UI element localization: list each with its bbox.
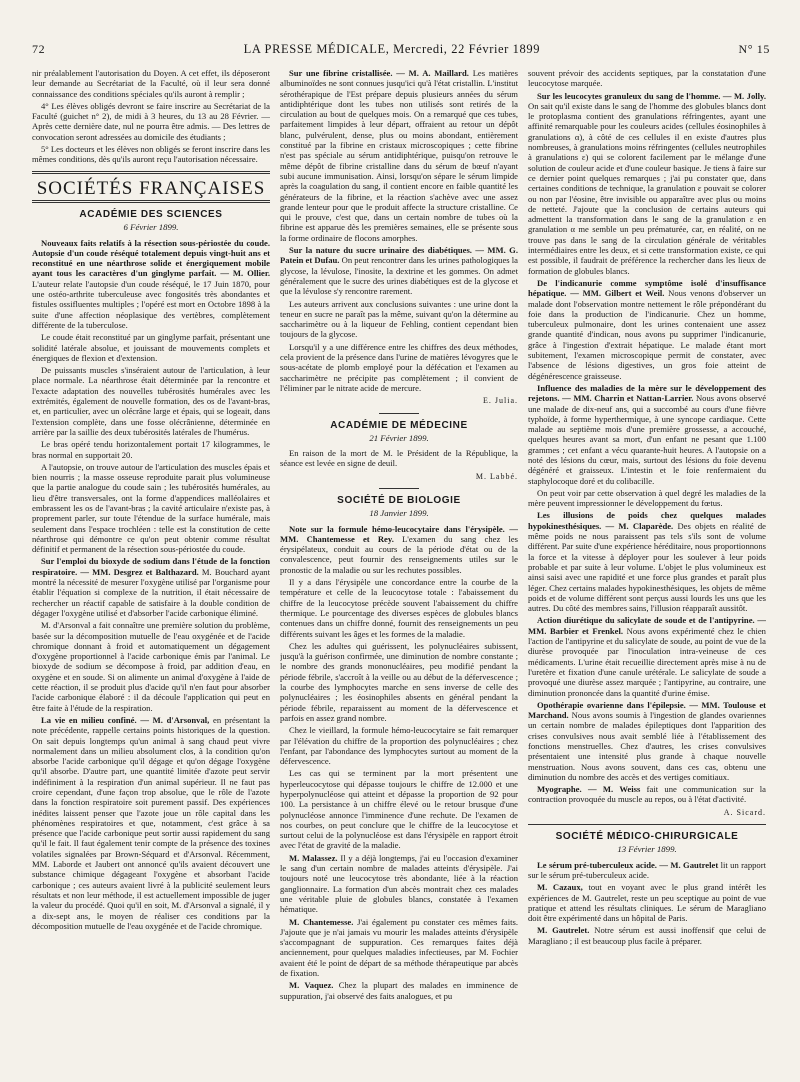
article-title: Myographe. — [537, 784, 582, 795]
paragraph: M. d'Arsonval a fait connaître une première solution du problème, basée sur la décomposition mutuelle de l'eau oxygénée et de l'acide chromique donnant à froid et automatiquement un dégagement d'oxygène proportionnel à l'acide carbonique émis par l'animal. Le bioxyde de sodium se décompose à froid, par addition d'eau, en oxygène et en soude. Si on alimente un animal d'oxygène à l'aide de cette réaction, il se produit plus d'acide qu'il n'en faut pour absorber l'acide carbonique élaboré : il da découle l'application qui peut en être faite à l'étude de la respiration. — [32, 620, 270, 713]
article-title: Sur l'emploi du bioxyde de sodium dans l'étude de la fonction respiratoire. — [32, 556, 270, 577]
article-text: lit un rapport sur le sérum pré-tuberculeux acide. — [528, 859, 766, 880]
article-title: De l'indicanurie comme symptôme isolé d'insuffisance hépatique. — [528, 277, 766, 299]
article — [528, 615, 766, 697]
signature: A. Sicard. — [723, 807, 766, 817]
paragraph: 5° Les docteurs et les élèves non obligés se feront inscrire dans les mêmes conditions, dès qu'ils auront reçu l'autorisation nécessaire. — [32, 144, 270, 165]
article-author: — M. Weiss — [587, 784, 641, 795]
session-date: 18 Janvier 1899. — [369, 508, 429, 519]
article-text: M. Bouchard ayant montré la nécessité de mesurer l'oxygène utilisé par l'organisme pour établir l'équation si complexe de la nutrition, il était nécessaire de rechercher un réactif capable de satisfaire à la double condition de dégager l'oxygène utilisé et d'absorber l'acide carbonique éliminé. — [32, 566, 270, 618]
article-title: Les illusions de poids chez quelques malades hypokinesthésiques. — [528, 510, 766, 531]
article-title: Sur la nature du sucre urinaire des diabétiques. — [289, 245, 472, 256]
article-text: fait une communication sur la contraction provoquée du muscle au repos, ou à l'état d'activité. — [528, 784, 766, 805]
article-title: Nouveaux faits relatifs à la résection sous-périostée du coude. Autopsie d'un coude réséqué totalement depuis vingt-huit ans et reconstitué en une néarthrose solide et énergiquement mobile ayant tous les caractères d'un ginglyme parfait. — [32, 237, 270, 279]
comment-text: tout en voyant avec le plus grand intérêt les expériences de M. Gautrelet, reste un peu sceptique au point de vue pratique et attend les résultats cliniques. Le sérum de Maragliano doit être expérimenté dans un hôpital de Paris. — [528, 882, 766, 924]
comment-author: M. Cazaux, — [537, 882, 583, 893]
society-title: SOCIÉTÉ DE BIOLOGIE — [337, 494, 461, 506]
comment-text: Il y a déjà longtemps, j'ai eu l'occasion d'examiner le sang d'un certain nombre de malades atteints d'érysipèle. J'ai toujours noté une leucocytose très abondante, liée à la réaction ganglionnaire. La formation d'un abcès montrait chez ces malades une véritable pluie de globules blancs, constatée à l'examen hématique. — [280, 852, 518, 915]
society-title: ACADÉMIE DES SCIENCES — [79, 208, 223, 220]
article-title: Action diurétique du salicylate de soude et de l'antipyrine. — [537, 615, 755, 626]
divider — [32, 200, 270, 203]
session-date: 6 Février 1899. — [123, 222, 179, 233]
article — [528, 278, 766, 381]
article-text: Nous avons expérimenté chez le chien l'action de l'antipyrine et du salicylate de soude, au point de vue de la diurèse provoquée par l'inoculation intra-veineuse de ces médicaments. L'urine était recueillie directement après mise à nu de l'uretère et fixation d'une canule urétérale. Le salicylate de soude a provoqué une diurèse assez marquée ; l'antipyrine, au contraire, une diminution prononcée dans la quantité d'urine émise. — [528, 625, 766, 698]
comment-author: M. Vaquez. — [289, 980, 334, 991]
paragraph: 4° Les élèves obligés devront se faire inscrire au Secrétariat de la Faculté (guichet n° 2), de midi à 3 heures, du 13 au 28 Février. — Après cette dernière date, nul ne pourra être admis. — Des lettres de convocation seront adressées au domicile des étudiants ; — [32, 100, 270, 142]
comment — [280, 853, 518, 915]
session-date: 21 Février 1899. — [369, 432, 429, 443]
paragraph: Il y a dans l'érysipèle une concordance entre la courbe de la température et celle de la leucocytose totale : l'abaissement du chiffre de la leucocytose précède souvent l'abaissement du chiffre thermique. Le pourcentage des diverses espèces de globules blancs contenues dans un chiffre donné, fournit des renseignements un peu différents suivant les âges et les formes de la maladie. — [280, 577, 518, 639]
article-author: — M. Jolly. — [722, 90, 766, 101]
article-text: On peut rencontrer dans les urines pathologiques la glycose, la lévulose, l'inosite, la dextrine et les gommes. On admet généralement que le sucre des urines diabétiques est de la glycose et que la lévulose s'y rencontre rarement. — [280, 255, 518, 297]
paragraph: En raison de la mort de M. le Président de la République, la séance est levée en signe de deuil. — [280, 448, 518, 469]
column-1 — [32, 68, 270, 1068]
article-author: — M. Claparède. — [605, 520, 674, 531]
article-text: L'auteur relate l'autopsie d'un coude réséqué, le 17 Juin 1870, pour une ostéo-arthrite tuberculeuse avec fongosités très abondantes et fistules ossifluentes multiples ; l'opéré est mort en Octobre 1898 à la suite d'une affection néoplasique des vertèbres, complètement différente de la tuberculose. — [32, 278, 270, 330]
article-author: — MM. G. Patein et Dufau. — [280, 245, 518, 266]
issue-number: N° 15 — [738, 42, 770, 56]
paragraph: Chez le vieillard, la formule hémo-leucocytaire se fait remarquer par l'élévation du chiffre de la proportion des polynucléaires ; chez l'enfant, par l'abondance des lymphocytes surtout au moment de la défervescence. — [280, 725, 518, 767]
article — [280, 68, 518, 243]
article-author: — MM. Barbier et Frenkel. — [528, 615, 766, 636]
comment — [280, 980, 518, 1001]
divider — [379, 488, 419, 489]
divider — [379, 413, 419, 414]
article-text: Les matières albuminoïdes ne sont connues jusqu'ici qu'à l'état cristallin. L'institut sérothérapique de l'Est prépare depuis plusieurs années du sérum antidiphtérique dont les tubes non utilisés sont retirés de la circulation au bout de quelques mois. On a remarqué que ces tubes, parfaitement limpides à leur départ, offraient au retour un dépôt blanc, pulvérulent, dense, plus ou moins abondant, entièrement constitué par la fibrine en cristaux microscopiques ; cette fibrine n'est pas spéciale au sérum antidiphtérique, puisqu'on retrouve le même dépôt de fibrine cristalline dans du sérum de bœuf n'ayant subi aucune immunisation. Ainsi, lorsqu'on sépare le sérum limpide après la coagulation du sang, il contient encore en faible quantité les générateurs de la fibrine, et la réaction s'achève avec une assez grande lenteur pour que le produit affecte la structure cristalline. Ce qui le prouve, c'est que, dans un certain nombre de tubes où la fibrine est apparue dès les premières semaines, elle se présente sous la forme ordinaire de flocons amorphes. — [280, 68, 518, 243]
paragraph: Lorsqu'il y a une différence entre les chiffres des deux méthodes, cela provient de la présence dans l'urine de matières lévogyres que le sous-acétate de plomb employé pour la défécation et l'examen au saccharimètre ne précipite pas complètement ; il convient de l'éliminer par le nitrate acide de mercure. — [280, 341, 518, 393]
paragraph: De puissants muscles s'inséraient autour de l'articulation, à leur place normale. La néarthrose était déterminée par la rencontre et l'exacte adaptation des nouvelles tubérosités humérales avec les extrémités, également de nouvelle formation, des os de l'avant-bras, et, en particulier, avec un olécrâne large et épais, qui se logeait, dans l'extension complète, dans une fosse olécrânienne, déterminée en arrière par la saillie des deux tubérosités latérales de l'humérus. — [32, 365, 270, 437]
page-header — [32, 42, 770, 60]
article-author: — MM. Desgrez et Balthazard. — [80, 566, 199, 577]
article — [528, 510, 766, 613]
article-title: Sur une fibrine cristallisée. — [289, 68, 393, 78]
comment-author: M. Chantemesse. — [289, 916, 354, 927]
article — [528, 700, 766, 782]
section-heading: SOCIÉTÉS FRANÇAISES — [36, 177, 266, 199]
article — [528, 383, 766, 486]
paragraph: On peut voir par cette observation à quel degré les maladies de la mère peuvent impressionner le développement du fœtus. — [528, 487, 766, 509]
comment-author: M. Malassez. — [289, 852, 338, 863]
comment — [280, 917, 518, 979]
article — [32, 715, 270, 931]
column-2 — [280, 68, 518, 1068]
article-author: — M. Ollier. — [220, 268, 270, 279]
paragraph: Les cas qui se terminent par la mort présentent une hyperleucocytose qui dépasse toujours le chiffre de 12.000 et une hyperpolynucléose qui atteint et dépasse la proportion de 92 pour 100. La persistance à un chiffre élevé ou le retour brusque d'une polynucléose annonce l'imminence d'une rechute. De l'examen de nos courbes, on peut conclure que le chiffre de la leucocytose et surtout celui de la polynucléose est dans l'érysipèle en rapport étroit avec l'état de gravité de la maladie. — [280, 768, 518, 851]
society-title: ACADÉMIE DE MÉDECINE — [330, 419, 468, 431]
article — [32, 556, 270, 618]
article-author: — MM. Gilbert et Weil. — [570, 288, 665, 299]
article-author: — M. d'Arsonval, — [140, 714, 210, 725]
divider — [32, 171, 270, 174]
article-title: Opothérapie ovarienne dans l'épilepsie. — [537, 699, 686, 710]
article-title: Influence des maladies de la mère sur le développement des rejetons. — [528, 382, 766, 404]
session-date: 13 Février 1899. — [617, 844, 677, 855]
comment — [528, 882, 766, 923]
paragraph: Les auteurs arrivent aux conclusions suivantes : une urine dont la teneur en sucre ne paraît pas la même, suivant qu'on la détermine au saccharimètre ou à la liqueur de Fehling, contient cependant bien toujours de la glycose. — [280, 298, 518, 340]
article-text: On sait qu'il existe dans le sang de l'homme des globules blancs dont le protoplasma contient des granulations réfringentes, ayant une affinité remarquable pour les couleurs acides (cellules éosinophiles à granulations α), à côté de ces cellules il en existe d'autres plus nombreuses, à granulations moins réfringentes (cellules neutrophiles à granulations ε) qui se colorent facilement par le mélange d'une solution de couleur acide et d'une couleur basique. Je tiens à faire sur ce dernier point quelques remarques ; j'ai pu constater que, dans certaines conditions de technique, la granulation ε pouvait se colorer ou non par l'éosine, être invisible ou apparaître avec plus ou moins de netteté. J'ajoute que la conclusion de certains auteurs qui admettent la transformation dans le sang de la granulation ε en granulation α me semble un peu prématurée, car, en réalité, on ne trouve pas dans le sang de la circulation générale de véritables intermédiaires entre les deux, et si cette transformation existe, ce qui est possible, il faudrait de préférence la rechercher dans les lieux de formation de globules blancs. — [528, 100, 766, 276]
article-author: — MM. Charrin et Nattan-Larrier. — [562, 393, 694, 404]
signature: E. Julia. — [483, 396, 518, 406]
comment-text: Chez la plupart des malades en imminence de suppuration, j'ai observé des faits analogues, et pu — [280, 980, 518, 1001]
article-author: — MM. Toulouse et Marchand. — [528, 699, 766, 721]
paragraph: Chez les adultes qui guérissent, les polynucléaires subissent, jusqu'à la guérison confirmée, une diminution de nombre constante ; le nombre des grands mononucléaires, peu modifié pendant la période fébrile, s'accroît à la veille ou au début de la défervescence ; la courbe des lymphocytes marche en sens inverse de celle des polynucléaires ; les éosinophiles absents en général pendant la période fébrile, reparaissent au moment de la défervescence et parfois en assez grand nombre. — [280, 640, 518, 723]
article-text: L'examen du sang chez les érysipélateux, conduit au cours de la période d'état ou de la convalescence, peut fournir des renseignements utiles sur le pronostic de la maladie ou sur les rechutes possibles. — [280, 533, 518, 575]
paragraph: nir préalablement l'autorisation du Doyen. A cet effet, ils déposeront leur demande au Secrétariat de la Faculté, où il leur sera donné connaissance des conditions spéciales qu'ils auront à remplir ; — [32, 68, 270, 99]
article — [280, 245, 518, 296]
society-title: SOCIÉTÉ MÉDICO-CHIRURGICALE — [555, 831, 739, 843]
page-body — [32, 68, 770, 1068]
comment-author: M. Gautrelet. — [537, 925, 590, 936]
journal-title: LA PRESSE MÉDICALE, Mercredi, 22 Février 1899 — [243, 42, 541, 56]
paragraph: Le bras opéré tendu horizontalement portait 17 kilogrammes, le bras normal en supportait 20. — [32, 439, 270, 460]
article-author: — M. A. Maillard. — [396, 68, 469, 78]
paragraph: Le coude était reconstitué par un ginglyme parfait, présentant une solidité latérale absolue, et jouissant de mouvements complets et énergiques de flexion et d'extension. — [32, 332, 270, 363]
divider — [528, 824, 766, 825]
article — [528, 91, 766, 276]
article-text: Nous avons observé une malade de dix-neuf ans, qui a succombé au cours d'une fièvre typhoïde, à forme hyperthermique, à une syncope cardiaque. Cette malade au septième mois d'une première grossesse, a accouché, quelques heures avant sa mort, d'un enfant ne pesant que 1.100 grammes ; cet enfant a vécu quarante-huit heures. A l'autopsie on a noté des lésions du cœur, mais, surtout des lésions du foie devenu dégénéré et graisseux. L'intestin et le foie renfermaient du staphylocoque doré et du colibacille. — [528, 393, 766, 486]
page-number: 72 — [32, 42, 46, 56]
article-text: Des objets en réalité de même poids ne nous paraissent pas tels s'ils sont de volume différent. Par suite d'une expérience héréditaire, nous proportionnons la force et la vitesse à déployer pour les soulever à leur poids probable et par suite à leur volume. L'objet le plus volumineux est ainsi saisi avec une rapidité et une force plus grandes et paraît plus léger. Chez certains malades hypokinesthésiques, les objets de même poids et de volume différent sont perçus aussi lourds les uns que les autres. Du côté des membres sains, l'illusion réapparaît aussitôt. — [528, 520, 766, 614]
article-title: Sur les leucocytes granuleux du sang de l'homme. — [537, 90, 721, 101]
article — [280, 524, 518, 575]
signature: M. Labbé. — [475, 471, 518, 481]
article-text: Nous avons soumis à l'ingestion de glandes ovariennes un certain nombre de malades épileptiques dont l'apparition des crises convulsives nous avait semblé liée à l'établissement des fonctions menstruelles. Chez d'autres, les crises convulsives présentaient une intensité plus grande à chaque nouvelle menstruation. Nous avons souvent, dans ces cas, obtenu une diminution du nombre des accès et des vertiges comitiaux. — [528, 710, 766, 782]
comment-text: Notre sérum est aussi inoffensif que celui de Maragliano ; il est beaucoup plus facile à préparer. — [528, 925, 766, 946]
article-text: en présentant la note précédente, rappelle certains points historiques de la question. On sait depuis longtemps qu'un animal à sang chaud peut vivre normalement dans un milieu absolument clos, à la condition qu'on absorbe l'acide carbonique qu'il dégage et qu'on dégage l'oxygène qu'il absorbe. D'autre part, une quantité limitée d'azote peut servir indéfiniment à la respiration d'un animal supérieur. Il ne faut pas croire cependant, d'une façon trop absolue, que le rôle de l'azote dans la fonction respiratoire soit purement passif. Des expériences inédites laissent penser que l'azote joue un rôle capital dans les phénomènes respiratoires et que, notamment, c'est grâce à sa présence que l'acide carbonique peut sortir aussi rapidement du sang qu'il le fait. Il faut également tenir compte de la présence des toxines volatiles signalées par Brown-Séquard et d'Arsonval. Récemment, MM. Laborde et Jaubert ont annoncé qu'ils avaient découvert une substance chimique dégageant l'oxygène et absorbant l'acide carbonique ; ces auteurs avaient livré à la publicité seulement leurs résultats et non leur méthode, il est actuellement impossible de juger la valeur du procédé. Quoi qu'il en soit, M. d'Arsonval a signalé, il y a dix-sept ans, le moyen de réaliser ces conditions par la décomposition mutuelle de l'eau oxygénée et de l'acide chromique. — [32, 714, 270, 931]
article-text: Nous venons d'observer un malade dont l'observation montre nettement le rôle prépondérant du foie dans la production de l'indicanurie. Chez un homme, tuberculeux pulmonaire, dont les urines contenaient une assez grande quantité d'indican, nous avons pu supprimer l'indicanurie, grâce à l'ingestion d'extrait hépatique. Le malade étant mort subitement, l'examen microscopique permit de constater, avec l'absence de lésions digestives, un gros foie atteint de dégénérescence graisseuse. — [528, 288, 766, 381]
comment — [528, 925, 766, 946]
article-author: — M. Gautrelet — [659, 859, 719, 870]
article — [32, 238, 270, 331]
paragraph: A l'autopsie, on trouve autour de l'articulation des muscles épais et bien nourris ; la masse osseuse reproduite parait plus volumineuse que la partie analogue du coude sain ; les tubérosités humérales, au lieu d'être transversales, ont la forme d'appendices malléolaires et embrassent les os de l'avant-bras ; la cavité articulaire n'existe pas, à proprement parler, sur toute l'étendue de la surface humérale, mais seulement dans l'espace trochléen : telle est la constitution de cette néarthrose qui démontre ce qu'on peut obtenir comme résultat définitif et permanent de la résection sous-périostée du coude. — [32, 461, 270, 555]
paragraph: souvent prévoir des accidents septiques, par la constatation d'une leucocytose marquée. — [528, 68, 766, 89]
article — [528, 860, 766, 881]
comment-text: J'ai également pu constater ces mêmes faits. J'ajoute que je n'ai jamais vu mourir les malades atteints d'érysipèle s'accompagnant de suppuration. Ces remarques faites déjà anciennement, pour quelques maladies infectieuses, par M. Fochier avaient été le point de départ de sa méthode thérapeutique par abcès de fixation. — [280, 916, 518, 979]
article — [528, 784, 766, 805]
column-3 — [528, 68, 766, 1068]
article-title: Note sur la formule hémo-leucocytaire dans l'érysipèle. — [289, 523, 505, 534]
article-author: — MM. Chantemesse et Rey. — [280, 523, 518, 544]
article-title: Le sérum pré-tuberculeux acide. — [537, 859, 657, 870]
article-title: La vie en milieu confiné. — [41, 714, 137, 725]
